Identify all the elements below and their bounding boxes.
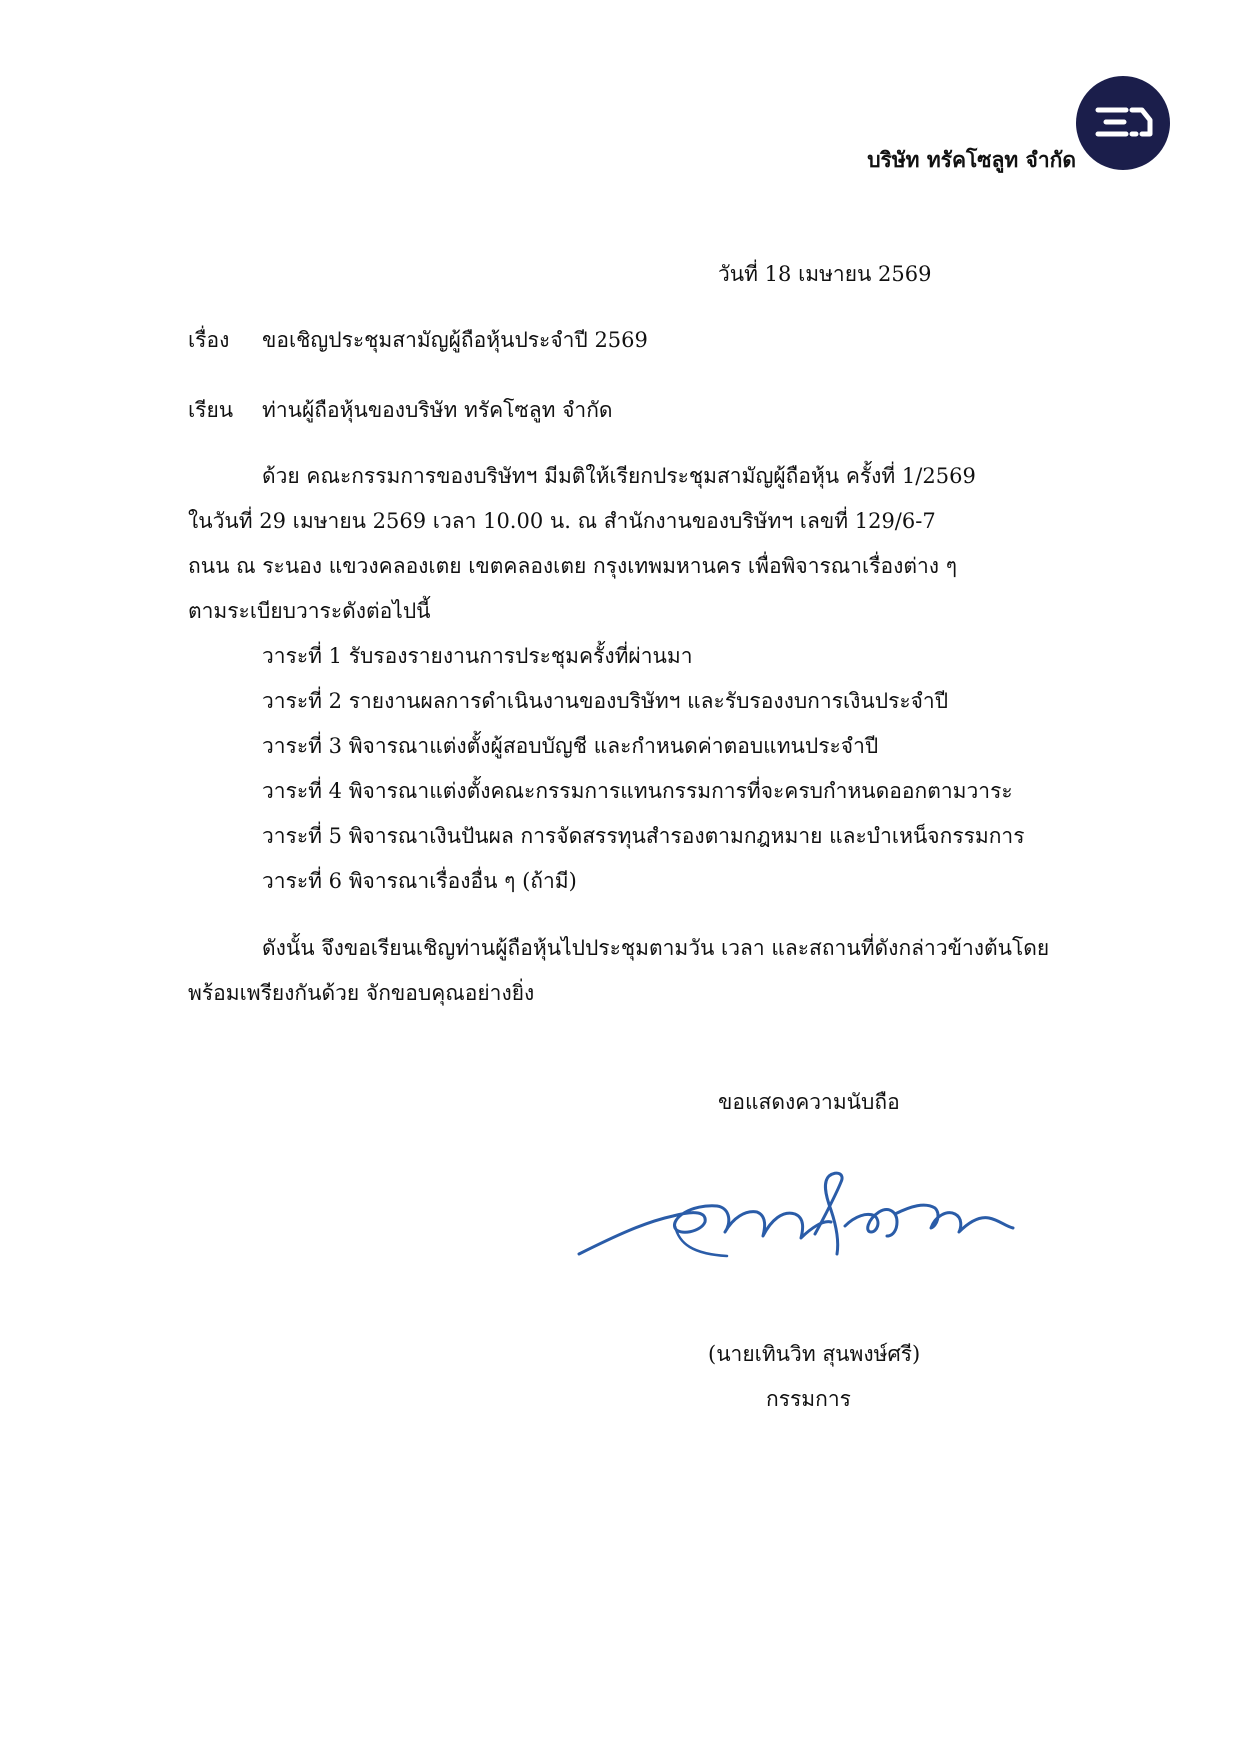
handwritten-signature [575,1170,1025,1275]
paragraph-line: ด้วย คณะกรรมการของบริษัทฯ มีมติให้เรียกประชุมสามัญผู้ถือหุ้น ครั้งที่ 1/2569 [262,464,976,488]
letter-date: วันที่ 18 เมษายน 2569 [718,262,932,286]
paragraph-line: ถนน ณ ระนอง แขวงคลองเตย เขตคลองเตย กรุงเทพมหานคร เพื่อพิจารณาเรื่องต่าง ๆ [188,554,958,578]
paragraph-line: ตามระเบียบวาระดังต่อไปนี้ [188,599,431,623]
subject-label: เรื่อง [188,328,230,352]
agenda-item: วาระที่ 3 พิจารณาแต่งตั้งผู้สอบบัญชี และกำหนดค่าตอบแทนประจำปี [262,734,879,758]
agenda-item: วาระที่ 1 รับรองรายงานการประชุมครั้งที่ผ่านมา [262,644,693,668]
recipient-value: ท่านผู้ถือหุ้นของบริษัท ทรัคโซลูท จำกัด [262,398,613,422]
paragraph-line: พร้อมเพรียงกันด้วย จักขอบคุณอย่างยิ่ง [188,981,535,1005]
agenda-item: วาระที่ 5 พิจารณาเงินปันผล การจัดสรรทุนสำรองตามกฎหมาย และบำเหน็จกรรมการ [262,824,1025,848]
agenda-item: วาระที่ 6 พิจารณาเรื่องอื่น ๆ (ถ้ามี) [262,869,577,893]
subject-value: ขอเชิญประชุมสามัญผู้ถือหุ้นประจำปี 2569 [262,328,648,352]
signer-title: กรรมการ [766,1387,851,1411]
company-name: บริษัท ทรัคโซลูท จำกัด [867,147,1076,172]
signer-name: (นายเทินวิท สุนพงษ์ศรี) [708,1342,921,1366]
paragraph-line: ในวันที่ 29 เมษายน 2569 เวลา 10.00 น. ณ สำนักงานของบริษัทฯ เลขที่ 129/6-7 [188,509,936,533]
company-logo-icon [1076,76,1170,170]
paragraph-line: ดังนั้น จึงขอเรียนเชิญท่านผู้ถือหุ้นไปประชุมตามวัน เวลา และสถานที่ดังกล่าวข้างต้นโดย [262,936,1050,960]
closing-phrase: ขอแสดงความนับถือ [718,1090,900,1114]
agenda-item: วาระที่ 4 พิจารณาแต่งตั้งคณะกรรมการแทนกรรมการที่จะครบกำหนดออกตามวาระ [262,779,1013,803]
agenda-item: วาระที่ 2 รายงานผลการดำเนินงานของบริษัทฯ และรับรองงบการเงินประจำปี [262,689,949,713]
recipient-label: เรียน [188,398,234,422]
